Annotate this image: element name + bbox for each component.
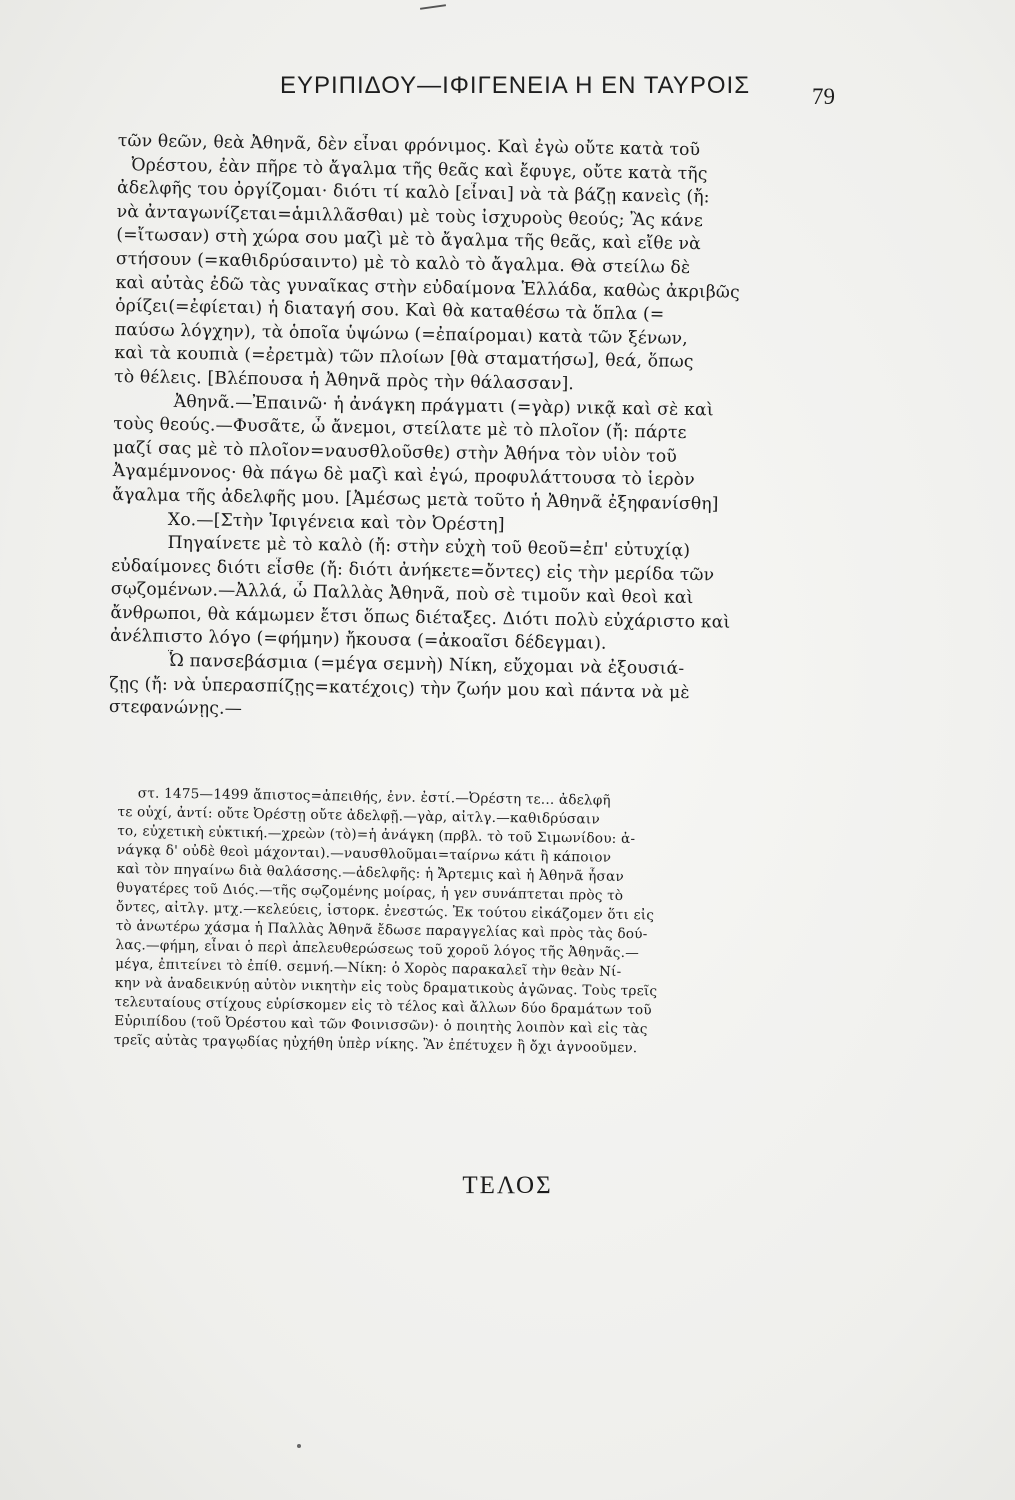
text-line: ἄγαλμα τῆς ἀδελφῆς μου. [Ἀμέσως μετὰ τοῦτο ἡ Ἀθηνᾶ ἐξηφανίσθη]	[112, 484, 719, 515]
running-title: ΕΥΡΙΠΙΔΟΥ—ΙΦΙΓΕΝΕΙΑ Η ΕΝ ΤΑΥΡΟΙΣ	[279, 72, 751, 99]
text-line: σῳζομένων.—Ἀλλά, ὦ Παλλὰς Ἀθηνᾶ, ποὺ σὲ τιμοῦν καὶ θεοὶ καὶ	[110, 579, 694, 609]
text-line: στήσουν (=καθιδρύσαιντο) μὲ τὸ καλὸ τὸ ἄγαλμα. Θὰ στείλω δὲ	[115, 248, 691, 278]
text-line: ἄνθρωποι, θὰ κάμωμεν ἔτσι ὅπως διέταξες. Διότι πολὺ εὐχάριστο καὶ	[110, 602, 731, 633]
text-line: νὰ ἀνταγωνίζεται=ἁμιλλᾶσθαι) μὲ τοὺς ἰσχυροὺς θεούς; Ἂς κάνε	[116, 201, 704, 231]
text-line: τοὺς θεούς.—Φυσᾶτε, ὦ ἄνεμοι, στείλατε μὲ τὸ πλοῖον (ἤ: πάρτε	[113, 414, 687, 444]
note-line: ὄντες, αἰτλγ. μτχ.—κελεύεις, ἱστορκ. ἐνεστώς. Ἐκ τούτου εἰκάζομεν ὅτι εἰς	[115, 898, 655, 924]
note-line: τελευταίους στίχους εὑρίσκομεν εἰς τὸ τέλος καὶ ἄλλων δύο δραμάτων τοῦ	[114, 993, 652, 1019]
text-line: τὸ θέλεις. [Βλέπουσα ἡ Ἀθηνᾶ πρὸς τὴν θάλασσαν].	[113, 366, 575, 395]
text-line: Ὦ πανσεβάσμια (=μέγα σεμνὴ) Νίκη, εὔχομαι νὰ ἐξουσιά-	[167, 650, 685, 680]
text-line: Ἀθηνᾶ.—Ἐπαινῶ· ἡ ἀνάγκη πράγματι (=γὰρ) νικᾷ καὶ σὲ καὶ	[173, 391, 714, 420]
text-line: ζῃς (ἤ: νὰ ὑπερασπίζῃς=κατέχοις) τὴν ζωήν μου καὶ πάντα νὰ μὲ	[109, 673, 690, 703]
note-line: τὸ ἀνωτέρω χάσμα ἡ Παλλὰς Ἀθηνᾶ ἔδωσε παραγγελίας καὶ πρὸς τὰς δού-	[115, 917, 648, 943]
text-line: ὁρίζει(=ἐφίεται) ἡ διαταγή σου. Καὶ θὰ καταθέσω τὰ ὅπλα (=	[115, 296, 665, 325]
text-line: εὐδαίμονες διότι εἶσθε (ἤ: διότι ἀνήκετε=ὄντες) εἰς τὴν μερίδα τῶν	[110, 555, 715, 586]
note-line: καὶ τὸν πηγαίνω διὰ θαλάσσης.—ἀδελφῆς: ἡ Ἄρτεμις καὶ ἡ Ἀθηνᾶ ἦσαν	[116, 860, 625, 885]
text-line: στεφανώνῃς.—	[108, 697, 243, 720]
text-line: καὶ τὰ κουπιὰ (=ἐρετμὰ) τῶν πλοίων [θὰ σταματήσω], θεά, ὅπως	[114, 343, 694, 373]
text-line: ἀνέλπιστο λόγο (=φήμην) ἤκουσα (=ἀκοαῖσι δέδεγμαι).	[109, 626, 607, 655]
note-line: θυγατέρες τοῦ Διός.—τῆς σῳζομένης μοίρας, ἡ γεν συνάπτεται πρὸς τὸ	[116, 879, 624, 904]
text-line: Πηγαίνετε μὲ τὸ καλὸ (ἤ: στὴν εὐχὴ τοῦ θεοῦ=ἐπ' εὐτυχίᾳ)	[167, 532, 691, 562]
end-mark: ΤΕΛΟΣ	[462, 1172, 553, 1199]
note-line: λας.—φήμη, εἶναι ὁ περὶ ἀπελευθερώσεως τοῦ χοροῦ λόγος τῆς Ἀθηνᾶς.—	[115, 936, 640, 962]
text-line: μαζί σας μὲ τὸ πλοῖον=ναυσθλοῦσθε) στὴν Ἀθήνα τὸν υἱὸν τοῦ	[112, 437, 678, 467]
text-line: Ἀγαμέμνονος· θὰ πάγω δὲ μαζὶ καὶ ἐγώ, προφυλάττουσα τὸ ἱερὸν	[112, 461, 696, 491]
note-line: Εὐριπίδου (τοῦ Ὀρέστου καὶ τῶν Φοινισσῶν)· ὁ ποιητὴς λοιπὸν καὶ εἰς τὰς	[114, 1012, 648, 1038]
text-line: ἀδελφῆς του ὀργίζομαι· διότι τί καλὸ [εἶναι] νὰ τὰ βάζῃ κανεὶς (ἤ:	[116, 178, 710, 208]
text-line: τῶν θεῶν, θεὰ Ἀθηνᾶ, δὲν εἶναι φρόνιμος. Καὶ ἐγὼ οὔτε κατὰ τοῦ	[117, 130, 701, 161]
text-line: Χο.—[Στὴν Ἰφιγένεια καὶ τὸν Ὀρέστη]	[167, 509, 505, 535]
commentary-notes	[114, 784, 852, 1061]
note-line: νάγκᾳ δ' οὐδὲ θεοὶ μάχονται).—ναυσθλοῦμαι=ταίρνω κάτι ἢ κάποιον	[116, 841, 612, 866]
note-line: τε οὐχί, ἀντί: οὔτε Ὀρέστῃ οὔτε ἀδελφῇ.—γὰρ, αἰτλγ.—καθιδρύσαιν	[117, 803, 600, 828]
pen-mark	[420, 4, 446, 10]
note-line: τρεῖς αὐτὰς τραγῳδίας ηὐχήθη ὑπὲρ νίκης. Ἂν ἐπέτυχεν ἢ ὄχι ἀγνοοῦμεν.	[113, 1031, 638, 1057]
note-line: μέγα, ἐπιτείνει τὸ ἐπίθ. σεμνή.—Νίκη: ὁ Χορὸς παρακαλεῖ τὴν θεὰν Νί-	[115, 955, 622, 980]
text-line: παύσω λόγχην), τὰ ὁποῖα ὑψώνω (=ἐπαίρομαι) κατὰ τῶν ξένων,	[114, 319, 688, 349]
text-line: (=ἴτωσαν) στὴ χώρα σου μαζὶ μὲ τὸ ἄγαλμα τῆς θεᾶς, καὶ εἴθε νὰ	[116, 225, 702, 255]
text-line: Ὀρέστου, ἐὰν πῆρε τὸ ἄγαλμα τῆς θεᾶς καὶ ἔφυγε, οὔτε κατὰ τῆς	[131, 154, 708, 184]
text-line: καὶ αὐτὰς ἐδῶ τὰς γυναῖκας στὴν εὐδαίμονα Ἑλλάδα, καθὼς ἀκριβῶς	[115, 272, 740, 303]
page-number: 79	[812, 84, 835, 109]
note-line: κην νὰ ἀναδεικνύῃ αὐτὸν νικητὴν εἰς τοὺς δραματικοὺς ἀγῶνας. Τοὺς τρεῖς	[114, 974, 658, 1000]
note-line: το, εὐχετικὴ εὐκτική.—χρεὼν (τὸ)=ἡ ἀνάγκη (πρβλ. τὸ τοῦ Σιμωνίδου: ἀ-	[117, 822, 636, 848]
note-line: στ. 1475—1499 ἄπιστος=ἀπειθής, ἐνν. ἐστί.—Ὀρέστη τε... ἀδελφῆ	[137, 785, 611, 809]
ink-speck	[297, 1444, 301, 1448]
translation-text	[109, 130, 856, 731]
